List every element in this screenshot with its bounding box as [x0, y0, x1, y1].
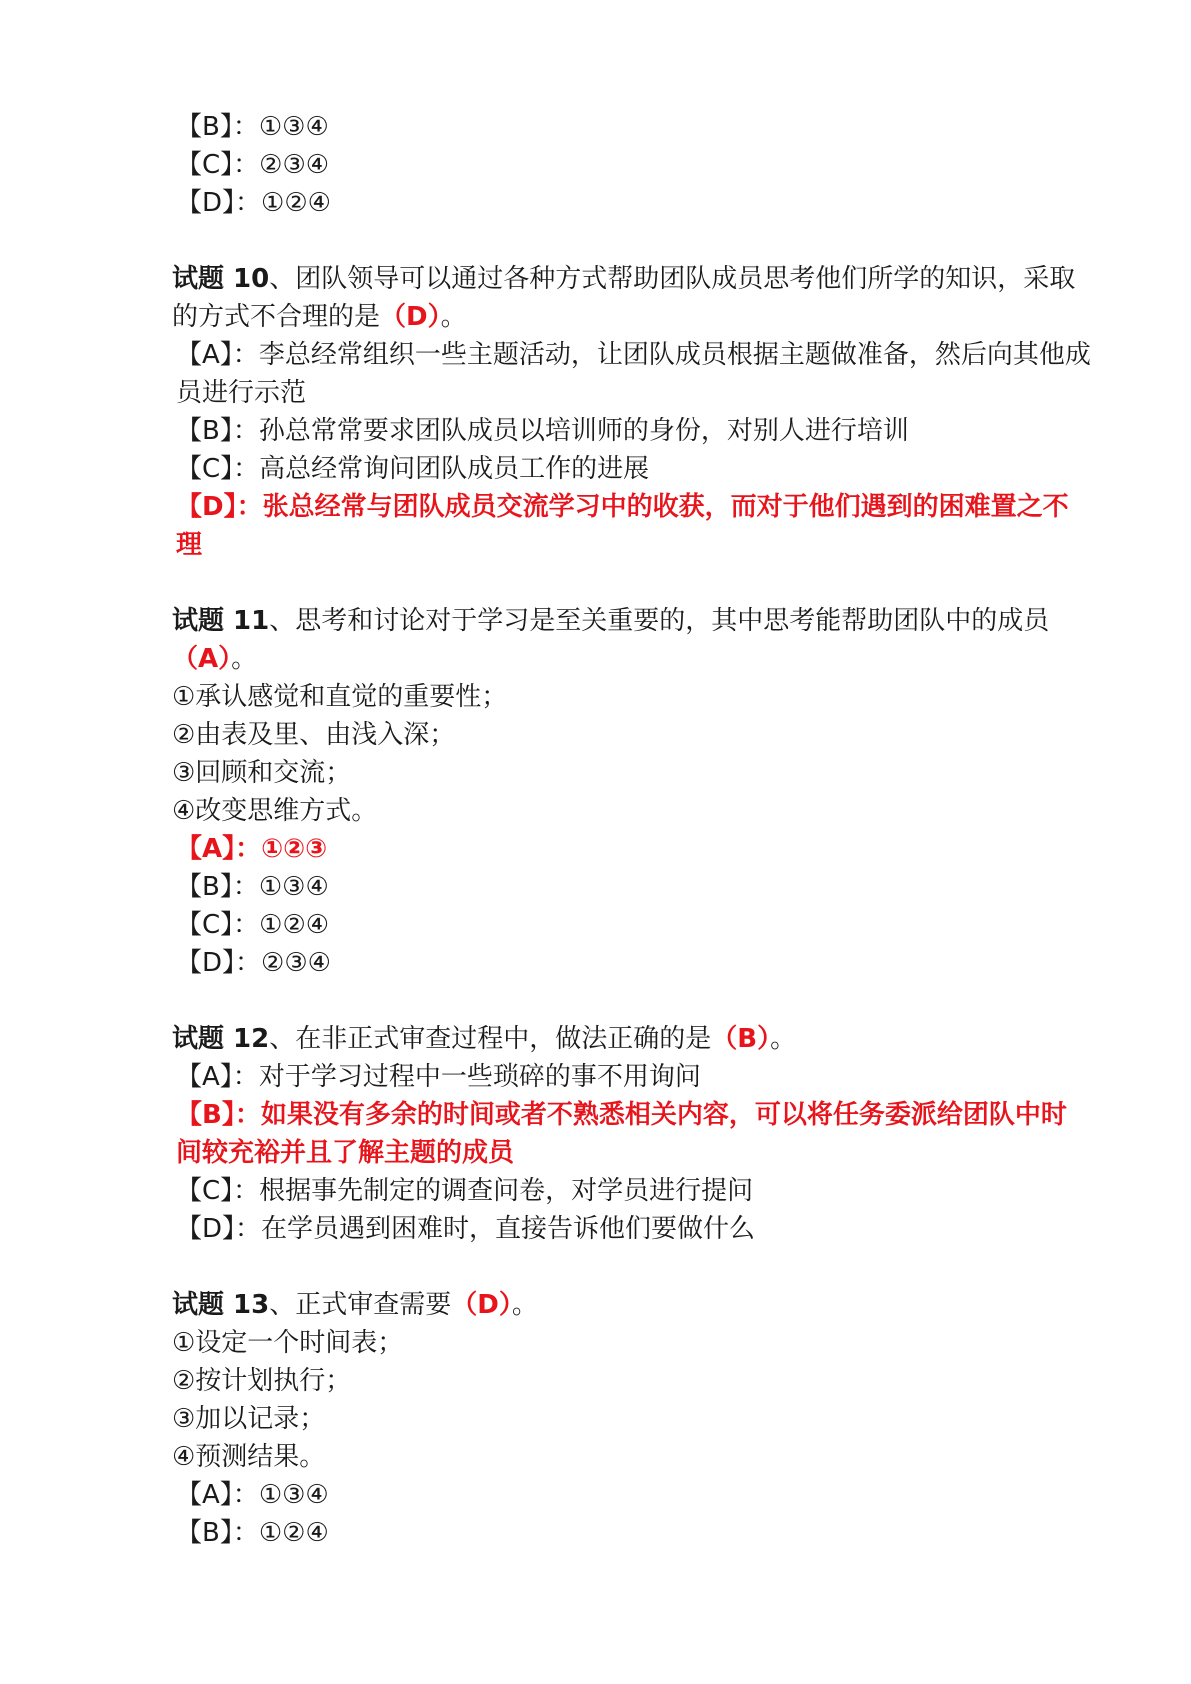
spacer	[172, 1248, 1092, 1286]
question-number: 试题 13	[172, 1290, 270, 1320]
answer-key: （D）	[451, 1290, 512, 1320]
spacer	[172, 982, 1092, 1020]
question-10-stem: 试题 10、团队领导可以通过各种方式帮助团队成员思考他们所学的知识，采取的方式不合理的是（D）。	[172, 264, 1076, 332]
q12-option-a: 【A】：对于学习过程中一些琐碎的事不用询问	[176, 1062, 701, 1092]
q11-option-d: 【D】：②③④	[176, 948, 331, 978]
q10-option-b: 【B】：孙总常常要求团队成员以培训师的身份，对别人进行培训	[176, 416, 909, 446]
q11-option-a-correct: 【A】：①②③	[176, 834, 328, 864]
question-13-stem: 试题 13、正式审查需要（D）。	[172, 1290, 538, 1320]
spacer	[172, 222, 1092, 260]
question-number: 试题 10	[172, 264, 270, 294]
q11-item-1: ①承认感觉和直觉的重要性；	[172, 682, 508, 712]
answer-key: （B）	[711, 1024, 771, 1054]
q11-option-b: 【B】：①③④	[176, 872, 329, 902]
spacer	[172, 564, 1092, 602]
question-12-stem: 试题 12、在非正式审查过程中，做法正确的是（B）。	[172, 1024, 797, 1054]
q13-item-1: ①设定一个时间表；	[172, 1328, 404, 1358]
option-c: 【C】：②③④	[176, 150, 330, 180]
q10-option-a: 【A】：李总经常组织一些主题活动，让团队成员根据主题做准备，然后向其他成员进行示范	[176, 340, 1091, 408]
q13-item-2: ②按计划执行；	[172, 1366, 352, 1396]
q13-item-4: ④预测结果。	[172, 1442, 326, 1472]
document-page	[172, 108, 1092, 1552]
q12-option-b-correct: 【B】：如果没有多余的时间或者不熟悉相关内容，可以将任务委派给团队中时间较充裕并且了解主题的成员	[176, 1100, 1067, 1168]
q13-option-b: 【B】：①②④	[176, 1518, 329, 1548]
question-11-stem: 试题 11、思考和讨论对于学习是至关重要的，其中思考能帮助团队中的成员（A）。	[172, 606, 1050, 674]
question-number: 试题 11	[172, 606, 270, 636]
q10-option-c: 【C】：高总经常询问团队成员工作的进展	[176, 454, 650, 484]
question-number: 试题 12	[172, 1024, 270, 1054]
q13-option-a: 【A】：①③④	[176, 1480, 329, 1510]
answer-key: （A）	[172, 644, 232, 674]
q12-option-d: 【D】：在学员遇到困难时，直接告诉他们要做什么	[176, 1214, 756, 1244]
option-d: 【D】：①②④	[176, 188, 331, 218]
q11-item-4: ④改变思维方式。	[172, 796, 378, 826]
q12-option-c: 【C】：根据事先制定的调查问卷，对学员进行提问	[176, 1176, 754, 1206]
q11-option-c: 【C】：①②④	[176, 910, 330, 940]
q11-item-3: ③回顾和交流；	[172, 758, 352, 788]
q10-option-d-correct: 【D】：张总经常与团队成员交流学习中的收获，而对于他们遇到的困难置之不理	[176, 492, 1069, 560]
q13-item-3: ③加以记录；	[172, 1404, 326, 1434]
answer-key: （D）	[380, 302, 441, 332]
q11-item-2: ②由表及里、由浅入深；	[172, 720, 456, 750]
option-b: 【B】：①③④	[176, 112, 329, 142]
